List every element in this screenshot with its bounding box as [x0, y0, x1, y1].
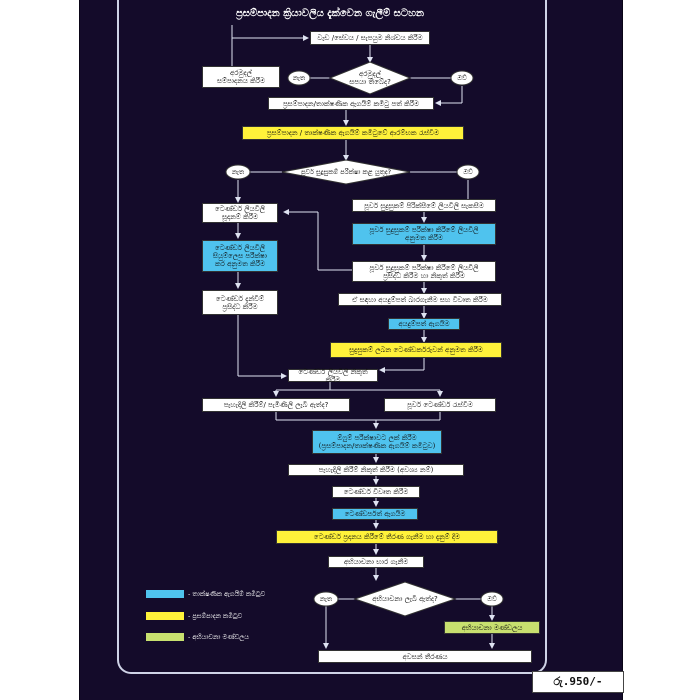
node-issue-clarifications: පැහැදිලි කිරීම් නිකුත් කිරීම (අවශ්‍ය නම්)	[288, 464, 464, 476]
node-approve-bidders: සුදුසුකම් ලබන ටෙණ්ඩර්කරුවන් අනුමත කිරීම	[330, 342, 502, 358]
node-review-queries: ඕෆුම් පරීක්ෂාවට ලක් කිරීම (ප්‍රසම්පාදන/තාක්ෂණික ඇගයීම් කමිටුව)	[312, 430, 442, 454]
node-appeals-board: අභියාචනා මණ්ඩලය	[444, 621, 540, 634]
node-final-decision: අවසන් තීරණය	[318, 650, 532, 663]
price-tag: රු.950/-	[532, 671, 624, 693]
label-yes-3: ඔව්	[487, 595, 497, 603]
node-evaluate-tenders: ටෙණ්ඩර්පත් ඇගයීම	[332, 508, 418, 520]
label-no-3: නැත	[319, 595, 333, 603]
legend-swatch-technical	[146, 590, 184, 598]
node-prepare-preq-docs: පූර්ව සුදුසුකම් පිරික්සීමේ ලියවිලි සැකසීම	[352, 199, 496, 212]
legend-swatch-appeals	[146, 633, 184, 641]
node-prepare-bid-docs: ටෙණ්ඩර් ලියවිලි සූදානම් කිරීම	[202, 203, 278, 223]
chart-title: ප්‍රසම්පාදන ක්‍රියාවලිය දැක්වෙන ගැලීම් සටහන	[235, 8, 425, 19]
node-publish-preq-docs: පූර්ව සුදුසුකම් පරීක්ෂා කිරීමේ ලියවිලි ප්‍රසිද්ධ කිරීම හා නිකුත් කිරීම	[352, 261, 496, 282]
legend-text-procurement: - ප්‍රසම්පාදන කමිටුව	[188, 612, 243, 620]
label-yes-2: ඔව්	[463, 168, 473, 176]
node-approve-preq-docs: පූර්ව සුදුසුකම් පරීක්ෂා කිරීමේ ලියවිලි අනුමත කිරීම	[352, 223, 496, 245]
node-open-tenders: ටෙණ්ඩර් විවෘත කිරීම	[332, 486, 420, 498]
node-award-decision: ටෙණ්ඩර් ප්‍රදානය කිරීමේ තීරණ ගැනීම හා දැනුම් දීම	[276, 530, 498, 544]
node-pre-bid-meeting: පූර්ව ටෙණ්ඩර් රැස්වීම	[384, 398, 496, 412]
node-receive-appeals: අභියාචනා භාර ගැනීම	[328, 556, 424, 568]
node-clarifications-received: පැහැදිලි කිරීම්/ පැමිණිලි ලැබී ඇත්ද?	[202, 398, 350, 412]
label-no-1: නැත	[292, 74, 306, 82]
node-advertise-tender: ටෙණ්ඩර් දැන්වීම් ප්‍රසිද්ධ කිරීම	[202, 290, 278, 315]
node-receive-applications: ඒ සඳහා අයදුම්පත් බාරගැනීම සහ විවෘත කිරීම	[338, 293, 502, 306]
node-evaluate-applications: අයදුම්පත් ඇගයීම	[388, 318, 460, 330]
decision-funds: අරමුදල් සපයා තිබේද?	[349, 70, 391, 86]
node-identify-works: වැඩ /සේවය / සැපයුම නිශ්චය කිරීම	[310, 31, 430, 45]
node-issue-bid-docs: ටෙණ්ඩර් ලියවිලි නිකුත් කිරීම	[288, 369, 378, 382]
legend-swatch-procurement	[146, 612, 184, 620]
label-no-2: නැත	[231, 168, 245, 176]
decision-appeals: අභියාචනා ලැබී ඇත්ද?	[372, 595, 438, 603]
decision-prequalification: පූර්ව සුදුසුකම් පරීක්ෂා කළ යුතුද?	[300, 168, 392, 176]
node-arrange-funds: අරමුදල් සම්පාදනය කිරීම	[202, 66, 280, 88]
node-initial-meeting: ප්‍රසම්පාදන / තාක්ෂණික ඇගයීම් කමිටුවේ ආරම්භක රැස්වීම	[242, 126, 464, 140]
node-review-bid-docs: ටෙණ්ඩර් ලියවිලි සියුම්ලෙස පරීක්ෂා කර අනුමත කිරීම	[202, 240, 278, 272]
legend-text-appeals: - අභියාචනා මණ්ඩලය	[188, 633, 249, 641]
node-appoint-committees: ප්‍රසම්පාදන/තාක්ෂණික ඇගයීම් කමිටු පත් කිරීම	[268, 97, 434, 110]
label-yes-1: ඔව්	[457, 74, 467, 82]
legend-text-technical: - තාක්ෂණික ඇගයීම් කමිටුව	[188, 590, 266, 598]
